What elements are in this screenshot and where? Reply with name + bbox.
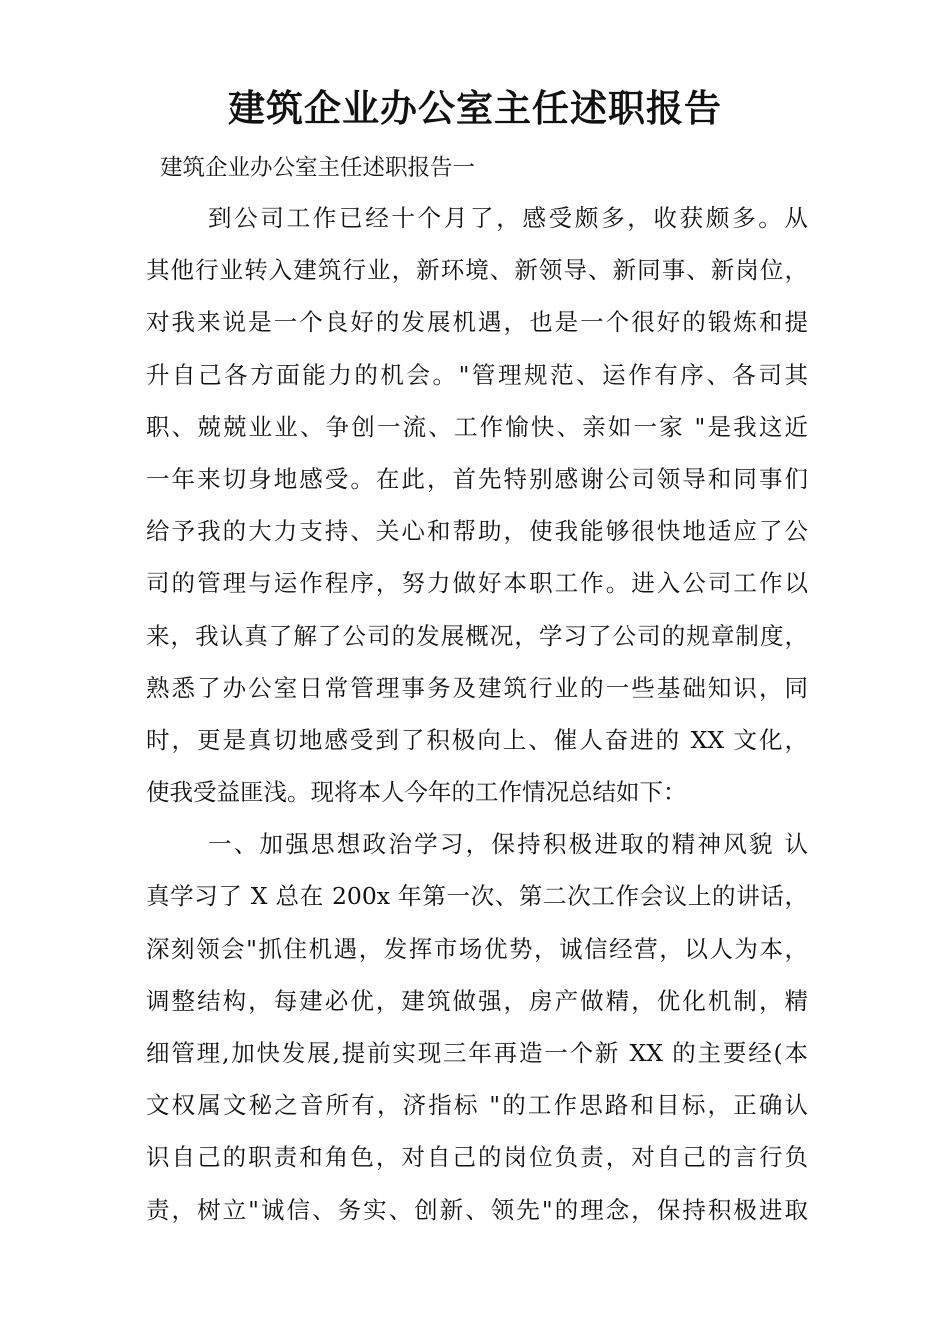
body-line: 职、兢兢业业、争创一流、工作愉快、亲如一家 "是我这近 xyxy=(146,412,808,441)
body-line: 细管理,加快发展,提前实现三年再造一个新 XX 的主要经(本 xyxy=(146,1039,808,1067)
body-line: 识自己的职责和角色，对自己的岗位负责，对自己的言行负 xyxy=(146,1143,808,1172)
body-line: 调整结构，每建必优，建筑做强，房产做精，优化机制，精 xyxy=(146,986,808,1015)
body-line: 时，更是真切地感受到了积极向上、催人奋进的 XX 文化， xyxy=(146,725,808,754)
body-line: 给予我的大力支持、关心和帮助，使我能够很快地适应了公 xyxy=(146,517,808,546)
document-subtitle: 建筑企业办公室主任述职报告一 xyxy=(160,155,476,181)
body-line: 一年来切身地感受。在此，首先特别感谢公司领导和同事们 xyxy=(146,464,808,493)
body-line: 深刻领会"抓住机遇，发挥市场优势，诚信经营，以人为本， xyxy=(146,934,808,963)
body-line: 熟悉了办公室日常管理事务及建筑行业的一些基础知识，同 xyxy=(146,673,808,702)
body-line: 来，我认真了解了公司的发展概况，学习了公司的规章制度， xyxy=(146,621,808,650)
body-line: 责，树立"诚信、务实、创新、领先"的理念，保持积极进取 xyxy=(146,1195,808,1224)
document-body xyxy=(146,192,808,1236)
body-line: 升自己各方面能力的机会。"管理规范、运作有序、各司其 xyxy=(146,360,808,389)
body-line: 到公司工作已经十个月了，感受颇多，收获颇多。从 xyxy=(208,204,808,232)
document-title: 建筑企业办公室主任述职报告 xyxy=(228,86,722,130)
body-line: 司的管理与运作程序，努力做好本职工作。进入公司工作以 xyxy=(146,569,808,598)
body-line: 文权属文秘之音所有，济指标 "的工作思路和目标，正确认 xyxy=(146,1091,808,1120)
body-line: 使我受益匪浅。现将本人今年的工作情况总结如下： xyxy=(146,778,687,807)
body-line: 真学习了 X 总在 200x 年第一次、第二次工作会议上的讲话， xyxy=(146,882,808,911)
body-line: 对我来说是一个良好的发展机遇，也是一个很好的锻炼和提 xyxy=(146,308,808,337)
body-line: 其他行业转入建筑行业，新环境、新领导、新同事、新岗位， xyxy=(146,256,808,285)
body-line: 一、加强思想政治学习，保持积极进取的精神风貌 认 xyxy=(208,830,808,859)
